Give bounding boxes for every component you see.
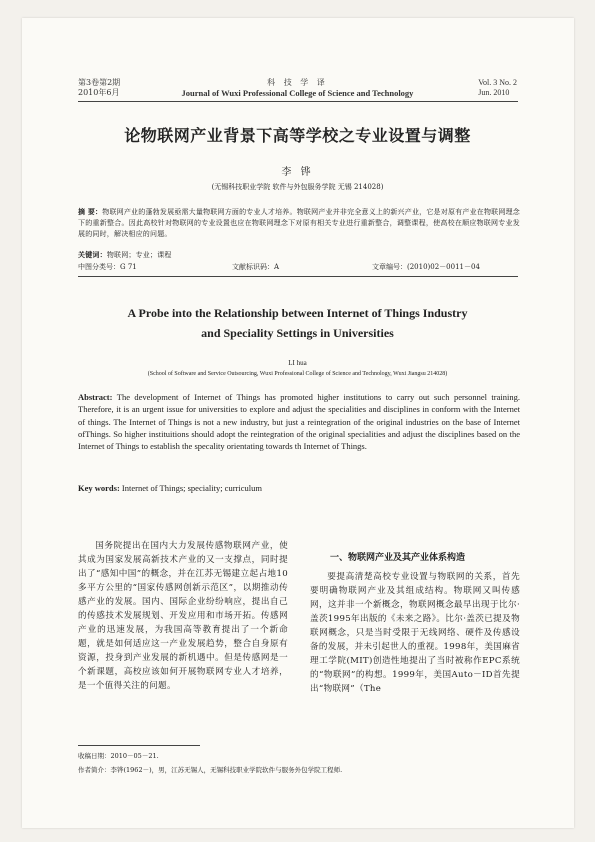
document-code: 文献标识码：A [232,263,280,271]
keywords-en [78,482,520,494]
abstract-cn [78,206,520,240]
meta-rule [78,276,518,277]
issue-volume: 第3卷第2期 [78,78,121,87]
section-1-heading: 一、物联网产业及其产业体系构造 [330,553,466,563]
keywords-cn-label: 关键词： [78,250,107,259]
author-name-en: LI hua [288,359,307,367]
author-name-cn: 李 铧 [281,167,314,178]
keywords-en-label: Key words: [78,483,120,493]
article-number: 文章编号：(2010)02－0011－04 [372,263,480,271]
journal-name-cn: 科 技 学 译 [267,78,328,87]
abstract-cn-label: 摘 要： [78,207,103,216]
paper-title-en-line2: and Speciality Settings in Universities [201,326,394,340]
issue-info-en [478,78,517,98]
journal-name-en: Journal of Wuxi Professional College of Science and Technology [181,88,414,98]
issue-date-en: Jun. 2010 [478,88,510,97]
footnote-rule [78,745,200,746]
paper-title-cn: 论物联网产业背景下高等学校之专业设置与调整 [124,126,471,145]
keywords-en-text: Internet of Things; speciality; curriculum [119,483,262,493]
keywords-cn-text: 物联网；专业；课程 [106,251,172,259]
intro-paragraph: 国务院提出在国内大力发展传感物联网产业，使其成为国家发展高新技术产业的又一支撑点，同时提出了“感知中国”的概念，并在江苏无锡建立起占地10多平方公里的“国家传感网创新示范区”，以期推动传感产业的发展。国内、国际企业纷纷响应，提出自己的传感技术发展规划、开发应用和市场开拓。传感网产业的迅速发展，为我国高等教育提出了一个新命题，就是如何适应这一产业发展趋势，整合自身原有资源，投身到产业发展的新机遇中。但是传感网是一个新课题，高校应该如何开展物联网专业人才培养，是一个值得关注的问题。 [78,541,288,691]
paper-title-en-line1: A Probe into the Relationship between Internet of Things Industry [127,306,468,320]
abstract-en [78,391,520,452]
header-rule [78,101,518,102]
keywords-cn [78,249,520,261]
abstract-en-label: Abstract: [78,392,113,402]
affiliation-en: (School of Software and Service Outsourcing, Wuxi Professional College of Science and Technology, Wuxi Jiangsu 214028) [147,371,448,377]
clc-number: 中图分类号：G 71 [78,263,137,271]
paper-title-en [0,303,595,343]
affiliation-cn: (无锡科技职业学院 软件与外包服务学院 无锡 214028) [211,183,384,191]
abstract-en-text: The development of Internet of Things has promoted higher institutions to carry out such personnel training. Therefore, it is an urgent issue for universities to explore and adjust the specialities and disciplines in conform with the Internet of things. The Internet of Things is not a new industry, but just a reintegration of the original industries on the base of Internet ofThings. So higher instituitions should adopt the reintegration of the original specialities and adjust the disciplines based on the Internet of Things to establish the specality orientating towards th Internet of Things. [78,392,520,452]
footnote-received: 收稿日期：2010－05－21. [78,752,159,760]
issue-date: 2010年6月 [78,88,120,97]
footnote-author-intro: 作者简介：李铧(1962－)，男，江苏无锡人，无锡科技职业学院软件与服务外包学院工程师. [78,766,343,774]
abstract-cn-text: 物联网产业的蓬勃发展亟需大量物联网方面的专业人才培养。物联网产业并非完全意义上的新兴产业，它是对原有产业在物联网理念下的重新整合。因此高校针对物联网的专业设置也应在物联网理念下对原有相关专业进行重新整合，调整课程，使高校在顺应物联网专业发展的同时，解决相应的问题。 [78,208,520,238]
section-1-paragraph: 要提高清楚高校专业设置与物联网的关系，首先要明确物联网产业及其组成结构。物联网又叫传感网，这并非一个新概念，物联网概念最早出现于比尔·盖茨1995年出版的《未来之路》。比尔·盖茨已提及物联网概念，只是当时受限于无线网络、硬件及传感设备的发展，并未引起世人的重视。1998年，美国麻省理工学院(MIT)创造性地提出了当时被称作EPC系统的“物联网”的构想。1999年，美国Auto－ID首先提出“物联网”（The [310,572,520,694]
issue-volume-en: Vol. 3 No. 2 [478,78,517,87]
